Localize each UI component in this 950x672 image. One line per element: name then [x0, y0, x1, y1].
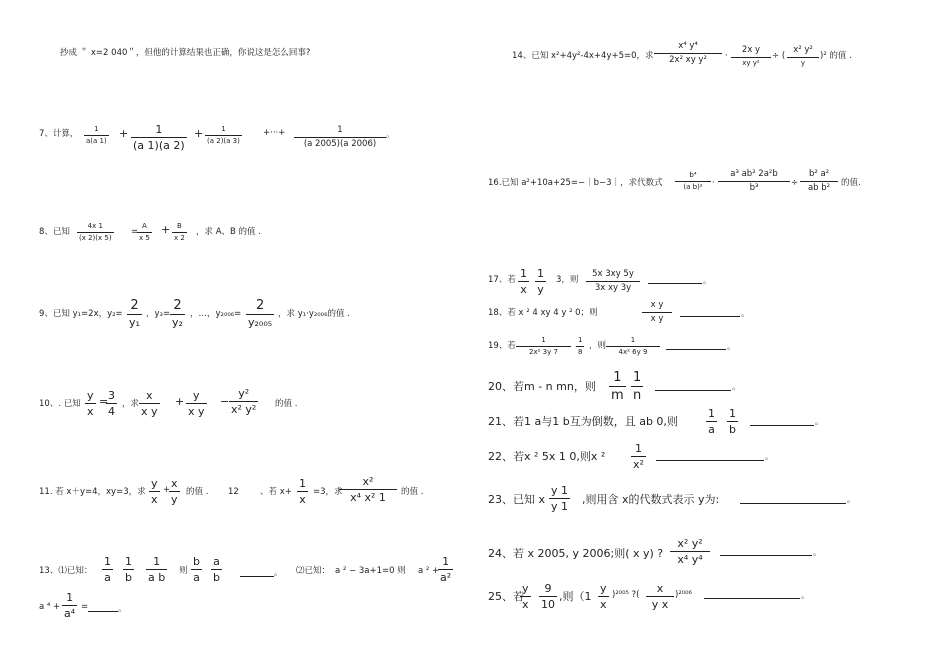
q16-dot: ·: [712, 178, 715, 188]
q16-label: 16.已知 a²+10a+25=−｜b−3｜，求代数式: [488, 178, 663, 188]
q25-label: 25、若: [488, 590, 524, 603]
q9-fraction-3: 2 y₂₀₀₅: [248, 298, 273, 329]
q17-label: 17、若: [488, 275, 516, 285]
q7-plus-2: +: [194, 127, 204, 140]
q14-divide: ÷ (: [772, 51, 786, 61]
q12-fraction-2: $\frac{\text{x²}}{\text{x⁴ x² 1}}$: [339, 476, 397, 503]
q25-exponent-2: )²⁰⁰⁶: [675, 590, 692, 600]
q9-label: 9、已知 y₁=2x，y₂=: [39, 309, 123, 319]
q10-plus: +: [175, 395, 185, 408]
q13-fraction-5: $\frac{a}{b}$: [213, 555, 220, 584]
q13-equals-2: =: [81, 602, 89, 612]
q14-fraction-1: $\frac{\text{x⁴ y⁴}}{\text{2x² xy y²}}$: [654, 42, 722, 64]
q17-mid: 3，则: [556, 275, 579, 285]
q19-answer-blank[interactable]: [666, 349, 726, 350]
q11-plus: +: [163, 485, 171, 495]
q10-label: 10、. 已知: [39, 399, 81, 409]
q13-end-1: 。: [274, 568, 283, 578]
q25-fraction-3: $\frac{y}{x}$: [600, 582, 607, 611]
q8-tail: ，求 A、B 的值 .: [196, 227, 261, 237]
q16-tail: 的值.: [841, 178, 861, 188]
q18-fraction-1: $\frac{\text{x y}}{\text{x y}}$: [642, 301, 672, 323]
q19-fraction-3: $\frac{1}{\text{4x² 6y 9}}$: [606, 337, 660, 356]
q24-answer-blank[interactable]: [720, 555, 812, 556]
q16-fraction-3: $\frac{\text{b² a²}}{\text{ab b²}}$: [800, 170, 838, 192]
q24-fraction-1: $\frac{\text{x² y²}}{\text{x⁴ y⁴}}$: [670, 538, 710, 565]
q7-label: 7、计算，: [39, 129, 79, 139]
q10-minus: −: [220, 395, 230, 408]
q10-fraction-3: $\frac{x}{\text{x y}}$: [141, 389, 158, 418]
q8-plus: +: [161, 223, 171, 236]
q16-fraction-2: $\frac{\text{a³ ab² 2a²b}}{\text{b³}}$: [718, 170, 790, 192]
q13-end-2: 。: [118, 604, 127, 614]
q9-mid-2: ，…，y₂₀₀₆=: [190, 309, 242, 319]
q19-fraction-1: $\frac{1}{\text{2x² 3y 7}}$: [516, 337, 571, 356]
q13-fraction-7: $\frac{1}{\text{a⁴}}$: [64, 591, 76, 620]
q14-label: 14、已知 x²+4y²-4x+4y+5=0，求: [512, 51, 654, 61]
q22-end: 。: [765, 452, 774, 462]
q9-tail: ，求 y₁·y₂₀₀₆的值 .: [278, 309, 350, 319]
q20-end: 。: [732, 382, 741, 392]
q10-equals: =: [99, 395, 109, 408]
q23-end: 。: [847, 495, 856, 505]
q21-end: 。: [815, 417, 824, 427]
q11-fraction-2: $\frac{x}{y}$: [171, 477, 178, 506]
q25-answer-blank[interactable]: [704, 598, 800, 599]
q14-fraction-2: 2x y xy y²: [731, 46, 771, 67]
q9-fraction-2: 2 y₂: [172, 298, 183, 329]
q25-end: 。: [801, 591, 810, 601]
q12-text: 、若 x+: [260, 487, 292, 497]
q14-dot: ·: [725, 51, 728, 61]
q24-end: 。: [813, 548, 822, 558]
q13-part2-equation: a ² − 3a+1=0 则: [335, 566, 406, 576]
q10-fraction-5: $\frac{\text{y²}}{\text{x² y²}}$: [231, 387, 257, 416]
q17-fraction-1: $\frac{1}{x}$: [520, 267, 527, 296]
q21-label: 21、若1 a与1 b互为倒数，且 ab 0,则: [488, 415, 678, 428]
q8-label: 8、已知: [39, 227, 70, 237]
q7-fraction-1: $\frac{1}{a(a 1)}$: [86, 125, 107, 145]
q19-label: 19、若: [488, 341, 516, 351]
q12-tail: 的值 .: [401, 487, 424, 497]
q10-fraction-4: $\frac{y}{\text{x y}}$: [188, 389, 205, 418]
q13-part2-expression: a ² +: [418, 566, 440, 576]
q13-fraction-2: $\frac{1}{b}$: [125, 555, 132, 584]
q13-answer-blank-1[interactable]: [240, 576, 274, 577]
q13-then: 则: [179, 566, 188, 576]
q20-fraction-2: $\frac{1}{n}$: [633, 370, 642, 403]
q21-answer-blank[interactable]: [750, 425, 814, 426]
q13-fraction-4: $\frac{b}{a}$: [193, 555, 200, 584]
q11-label: 11. 若 x＋y=4，xy=3，求: [39, 487, 146, 497]
q7-ellipsis: +···+: [263, 128, 286, 138]
q8-fraction-3: $\frac{B}{x 2}$: [174, 222, 185, 242]
q9-mid-1: ，y₃=: [146, 309, 171, 319]
q8-fraction-2: $\frac{A}{x 5}$: [139, 222, 150, 242]
q23-fraction-1: $\frac{y 1}{y 1}$: [551, 484, 569, 513]
q18-end: 。: [741, 309, 750, 319]
q13-part2-label: ⑵已知：: [296, 566, 331, 576]
q19-fraction-2: $\frac{1}{8}$: [578, 336, 583, 356]
q8-fraction-1: $\frac{4x 1}{(x 2)(x 5)}$: [79, 222, 112, 242]
q16-fraction-1: $\frac{\text{b⁴}}{\text{(a b)²}}$: [675, 172, 711, 191]
q18-label: 18、若 x ² 4 xy 4 y ² 0；则: [488, 308, 598, 318]
q12-fraction-1: $\frac{1}{x}$: [299, 477, 306, 506]
q19-mid: ，则: [589, 341, 607, 351]
q12-number: 12: [228, 487, 239, 497]
q7-end: 。: [386, 130, 395, 140]
q16-divide: ÷: [791, 178, 799, 188]
q23-label: 23、已知 x: [488, 493, 546, 506]
q21-fraction-1: $\frac{1}{a}$: [708, 407, 715, 436]
q7-fraction-3: $\frac{1}{(a 2)(a 3)}$: [207, 125, 240, 145]
q22-answer-blank[interactable]: [656, 460, 764, 461]
q8-equals: =: [131, 227, 139, 237]
q17-fraction-2: $\frac{1}{y}$: [537, 267, 544, 296]
q14-tail: )² 的值 .: [820, 51, 852, 61]
q23-tail: ,则用含 x的代数式表示 y为:: [582, 493, 720, 506]
intro-text: 抄成 ＂ x=2 040＂，但他的计算结果也正确，你说这是怎么回事?: [60, 48, 311, 58]
q25-fraction-2: $\frac{9}{10}$: [541, 582, 555, 611]
q25-fraction-4: $\frac{x}{\text{y x}}$: [646, 583, 674, 610]
q24-label: 24、若 x 2005, y 2006;则( x y) ?: [488, 547, 664, 560]
q17-fraction-3: $\frac{5x 3xy 5y}{\text{3x xy 3y}}$: [586, 270, 640, 292]
q12-mid: =3，求: [313, 487, 343, 497]
q22-label: 22、若x ² 5x 1 0,则x ²: [488, 450, 606, 463]
q13-line2: a ⁴ +: [39, 602, 61, 612]
q20-fraction-1: $\frac{1}{m}$: [611, 370, 624, 403]
q25-fraction-1: $\frac{y}{x}$: [522, 582, 529, 611]
q10-fraction-2: $\frac{3}{4}$: [108, 389, 115, 418]
q19-end: 。: [727, 342, 736, 352]
q13-fraction-6: $\frac{1}{\text{a²}}$: [440, 555, 452, 584]
q10-tail: 的值 .: [275, 399, 298, 409]
q20-label: 20、若m - n mn，则: [488, 380, 596, 393]
q13-answer-blank-2[interactable]: [88, 611, 118, 612]
q17-end: 。: [703, 276, 712, 286]
q17-answer-blank[interactable]: [648, 283, 702, 284]
q10-mid: ，求: [122, 399, 140, 409]
q20-answer-blank[interactable]: [655, 390, 731, 391]
q13-fraction-3: $\frac{1}{\text{a b}}$: [148, 555, 166, 584]
q9-fraction-1: 2 y₁: [129, 298, 140, 329]
q22-fraction-1: $\frac{1}{\text{x²}}$: [633, 442, 644, 471]
q21-fraction-2: $\frac{1}{b}$: [729, 407, 736, 436]
q13-label: 13、⑴已知：: [39, 566, 93, 576]
q7-fraction-2: $\frac{1}{(a 1)(a 2)}$: [133, 123, 185, 152]
q11-tail: 的值 .: [186, 487, 209, 497]
q25-exponent-1: )²⁰⁰⁵ ?(: [612, 590, 640, 600]
q10-fraction-1: $\frac{y}{x}$: [87, 389, 94, 418]
q13-fraction-1: $\frac{1}{a}$: [104, 555, 111, 584]
q25-mid: ,则（1: [559, 590, 592, 603]
q14-fraction-3: x² y² y: [787, 46, 819, 67]
q18-answer-blank[interactable]: [680, 316, 740, 317]
q11-fraction-1: $\frac{y}{x}$: [151, 477, 158, 506]
q7-fraction-4: $\frac{1}{(a 2005)(a 2006)}$: [294, 126, 386, 148]
q7-plus-1: +: [119, 127, 129, 140]
q23-answer-blank[interactable]: [740, 503, 846, 504]
